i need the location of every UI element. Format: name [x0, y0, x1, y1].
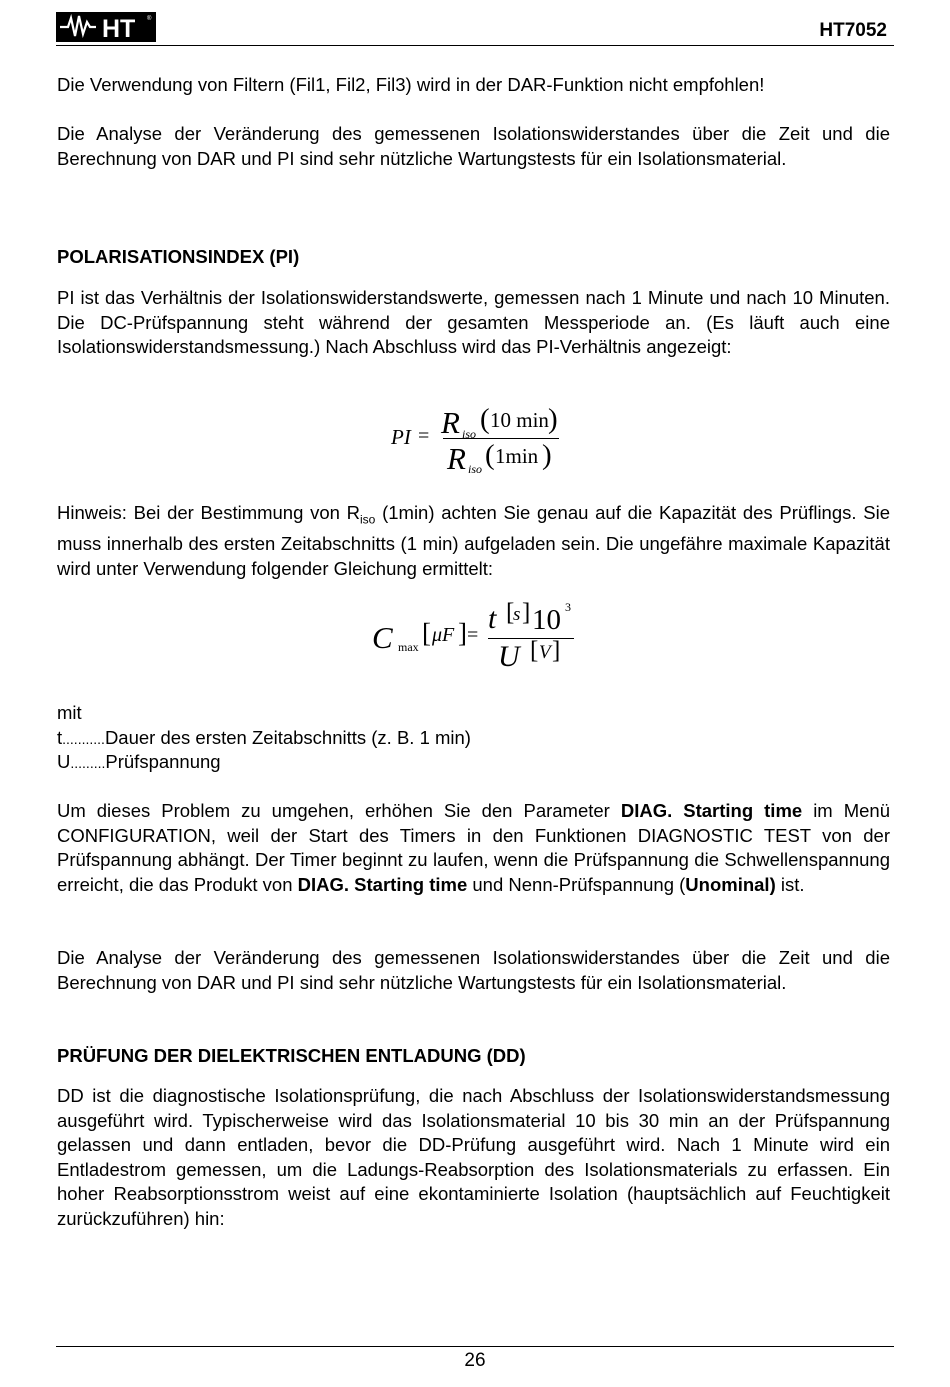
- definition-u-dots: .........: [70, 755, 106, 771]
- pi-num-open: (: [480, 403, 490, 435]
- definition-t: [57, 726, 890, 752]
- definition-t-text: Dauer des ersten Zeitabschnitts (z. B. 1 min): [104, 727, 471, 748]
- cmax-unit-open: [: [422, 618, 431, 648]
- pi-num-close: ): [548, 403, 558, 435]
- definition-u-text: Prüfspannung: [105, 751, 221, 772]
- pi-den-open: (: [485, 439, 495, 471]
- p5-bold-diag-2: DIAG. Starting time: [297, 873, 468, 895]
- paragraph-diag-starting-time: [57, 799, 890, 897]
- footer-rule: [56, 1346, 894, 1347]
- pi-den-arg: 1min: [495, 444, 539, 468]
- p5-bold-unominal: Unominal): [685, 873, 776, 895]
- page-number: 26: [464, 1350, 486, 1371]
- p5-text-g: ist.: [775, 873, 805, 895]
- pi-den-r: R: [447, 441, 466, 476]
- pi-den-sub: iso: [468, 462, 483, 476]
- paragraph-analysis: Die Analyse der Veränderung des gemessenen Isolationswiderstandes über die Zeit und die Berechnung von DAR und PI sind sehr nützliche Wartungstests für ein Isolationsmaterial.: [57, 123, 890, 169]
- pi-lhs: PI: [391, 425, 411, 449]
- paragraph-filter-note: Die Verwendung von Filtern (Fil1, Fil2, Fil3) wird in der DAR-Funktion nicht empfohlen!: [57, 74, 765, 95]
- svg-text:®: ®: [147, 16, 152, 22]
- pi-num-arg: 10 min: [490, 408, 549, 432]
- cmax-c: C: [372, 620, 393, 655]
- definition-u: [57, 750, 890, 776]
- definition-t-dots: ...........: [62, 731, 105, 747]
- label-mit: mit: [57, 702, 82, 723]
- cmax-exponent: 3: [565, 600, 571, 614]
- paragraph-analysis-repeat: Die Analyse der Veränderung des gemessenen Isolationswiderstandes über die Zeit und die Berechnung von DAR und PI sind sehr nützliche Wartungstests für ein Isolationsmaterial.: [57, 947, 890, 993]
- cmax-unit: μF: [432, 624, 455, 646]
- logo-text: HT: [102, 15, 136, 43]
- hint-subscript: iso: [360, 512, 376, 527]
- hint-text-a: Hinweis: Bei der Bestimmung von R: [57, 502, 361, 523]
- cmax-s-close: ]: [522, 599, 531, 626]
- document-id: HT7052: [819, 20, 887, 41]
- p5-text-e: und Nenn-Prüfspannung (: [467, 873, 686, 895]
- header-rule: [56, 45, 894, 46]
- definition-u-key: U: [57, 751, 71, 772]
- paragraph-hinweis: [57, 501, 890, 581]
- paragraph-pi-description: PI ist das Verhältnis der Isolationswiderstandswerte, gemessen nach 1 Minute und nach 10 Minuten. Die DC-Prüfspannung steht während der gesamten Messperiode an. (Es läuft auch eine Isolationswiderstandsmessung.) Nach Abschluss wird das PI-Verhältnis angezeigt:: [57, 287, 890, 358]
- p5-text-a: Um dieses Problem zu umgehen, erhöhen Sie den Parameter: [57, 800, 621, 821]
- definition-t-key: t: [57, 727, 63, 748]
- heading-polarisationsindex: POLARISATIONSINDEX (PI): [57, 246, 300, 267]
- cmax-u: U: [498, 640, 520, 673]
- cmax-s: s: [513, 604, 521, 625]
- cmax-v-open: [: [530, 637, 539, 664]
- cmax-v-close: ]: [552, 637, 561, 664]
- heading-dielektrische-entladung: PRÜFUNG DER DIELEKTRISCHEN ENTLADUNG (DD): [57, 1045, 526, 1066]
- paragraph-dd-description: DD ist die diagnostische Isolationsprüfung, die nach Abschluss der Isolationswiderstandsmessung ausgeführt wird. Typischerweise wird das Isolationsmaterial 10 bis 30 min an der Prüfspannung gelassen und dann entladen, bevor die DD-Prüfung ausgeführt wird. Nach 1 Minute wird ein Entladestrom gemessen, um die Ladungs-Reabsorption des Isolationsmaterials zu erfassen. Ein hoher Reabsorptionsstrom weist auf eine ekontaminierte Isolation (hauptsächlich auf Feuchtigkeit zurückzuführen) hin:: [57, 1085, 890, 1229]
- cmax-ten: 10: [532, 604, 561, 636]
- cmax-formula: [372, 600, 582, 680]
- hint-text-b: (1min) achten Sie genau auf die Kapazität des Prüflings. Sie muss innerhalb des ersten Zeitabschnitts (1 min) aufgeladen sein. Die ungefähre maximale Kapazität wird unter Verwendung folgender Gleichung ermittelt:: [57, 502, 890, 579]
- cmax-s-open: [: [506, 599, 515, 626]
- cmax-v: V: [539, 642, 551, 663]
- p5-bold-diag-1: DIAG. Starting time: [620, 800, 803, 821]
- pi-num-r: R: [441, 405, 460, 440]
- pi-den-close: ): [542, 439, 552, 471]
- cmax-t: t: [488, 602, 497, 635]
- pi-formula: [388, 405, 568, 477]
- p5-text-c: im Menü CONFIGURATION, weil der Start des Timers in den Funktionen DIAGNOSTIC TEST von der Prüfspannung abhängt. Der Timer beginnt zu laufen, wenn die Prüfspannung die Schwellenspannung erreicht, die das Produkt von: [57, 800, 890, 895]
- cmax-equals: =: [467, 624, 479, 646]
- ht-logo: [56, 10, 156, 44]
- pi-equals: =: [418, 425, 430, 447]
- cmax-sub: max: [398, 640, 419, 654]
- pi-num-sub: iso: [462, 427, 477, 441]
- cmax-unit-close: ]: [458, 618, 467, 648]
